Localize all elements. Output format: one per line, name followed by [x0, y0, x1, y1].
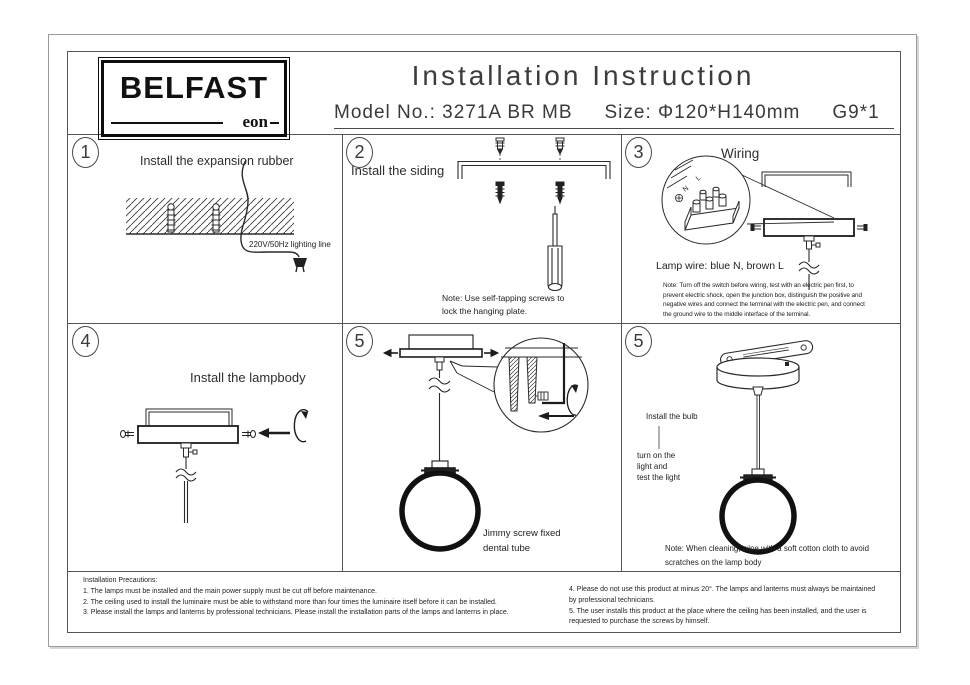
screw-top-left	[496, 138, 505, 162]
plate-outline	[146, 409, 232, 426]
panel-5-jimmy-screw	[342, 323, 621, 571]
ground-symbol	[675, 194, 682, 201]
panel-4-lampbody	[68, 323, 342, 571]
step-number-1: 1	[72, 137, 99, 168]
model-number: Model No.: 3271A BR MB	[334, 102, 573, 123]
side-screw-left	[121, 431, 135, 438]
document-title: Installation Instruction	[411, 60, 755, 91]
cord-grip	[753, 387, 763, 395]
screw-top-right	[556, 138, 565, 162]
terminal-label-l: L	[694, 174, 703, 183]
step-4-caption: Install the lampbody	[190, 370, 306, 385]
precautions-left-column: Installation Precautions: 1. The lamps must be installed and the main power supply must be cut off before maintenance. 2. The ceiling used to install the luminaire must be able to withstand more than four times the luminaire itself before it can be installed. 3. Please install the lamps and lanterns by professional technicians. Please install the installation parts of the lamps and lanterns in place.	[83, 577, 509, 617]
lamp-wire-label: Lamp wire: blue N, brown L	[656, 260, 784, 272]
canopy	[400, 335, 482, 357]
wiring-title: Wiring	[721, 146, 760, 161]
expansion-anchor-left	[167, 204, 176, 232]
cord-grip	[181, 443, 197, 457]
canopy-plate	[751, 219, 867, 236]
terminal-label-n: N	[681, 184, 691, 194]
cleaning-note: Note: When cleaning, wipe with a soft cotton cloth to avoid scratches on the lamp body	[665, 544, 869, 567]
step-2-note: Note: Use self-tapping screws to lock the hanging plate.	[442, 293, 565, 316]
brand-name: BELFAST	[119, 70, 269, 105]
pendant-assembly-diagram	[342, 323, 621, 571]
glass-globe	[402, 473, 478, 549]
panel-2-siding	[342, 134, 621, 323]
jimmy-screw-label: Jimmy screw fixed dental tube	[483, 528, 561, 554]
panel-1-expansion-rubber	[68, 134, 342, 323]
step-number-4: 4	[72, 326, 99, 357]
canopy-screw-right	[857, 225, 867, 231]
lighting-line-label: 220V/50Hz lighting line	[249, 240, 331, 249]
step-number-3: 3	[625, 137, 652, 168]
step-number-2: 2	[346, 137, 373, 168]
wiring-note: Note: Turn off the switch before wiring, test with an electric pen first, to prevent electric shock, open the junction box, distinguish the positive and negative wires and connect the terminal with the electric pen, and connect the ground wire to the middle interface of the terminal.	[663, 282, 865, 318]
screw-bottom-left	[496, 182, 505, 203]
pendant-wire	[176, 457, 196, 523]
size-spec: Size: Φ120*H140mm	[604, 102, 801, 123]
brand-subname: eon	[242, 112, 268, 131]
side-screw-right	[242, 431, 256, 438]
lamp-spec: G9*1	[832, 102, 880, 123]
plug-icon	[293, 258, 307, 272]
header	[68, 52, 900, 134]
panel-3-wiring	[621, 134, 900, 323]
logo-underline	[111, 122, 223, 124]
step-1-caption: Install the expansion rubber	[140, 154, 294, 168]
step-number-5b: 5	[625, 326, 652, 357]
cord-grip	[435, 357, 444, 370]
hanging-plate-outline	[762, 172, 851, 187]
logo-underline-end	[270, 122, 279, 124]
step-2-caption: Install the siding	[351, 163, 445, 178]
cord-grip	[804, 236, 820, 249]
tighten-arrow	[258, 410, 308, 442]
model-line	[334, 102, 894, 129]
pendant-wire	[757, 395, 760, 471]
screw-bottom-right	[556, 182, 565, 203]
ceiling-cross-section	[126, 198, 294, 234]
screwdriver-icon	[548, 206, 562, 291]
step-number-5a: 5	[346, 326, 373, 357]
ceiling-canopy	[717, 358, 799, 389]
expansion-anchor-right	[212, 204, 221, 232]
test-light-label: turn on the light and test the light	[637, 451, 681, 482]
brand-logo	[101, 60, 287, 137]
hanging-plate	[458, 162, 610, 180]
panel-6-finish	[621, 323, 900, 571]
lampbody-diagram	[68, 323, 342, 571]
canopy-body	[138, 426, 238, 443]
precautions-title: Installation Precautions:	[83, 577, 158, 584]
canopy-screw-left	[751, 225, 761, 231]
content-frame	[67, 51, 901, 633]
finished-lamp-diagram	[621, 323, 900, 571]
wire-break	[429, 370, 450, 461]
precautions-right-column: 4. Please do not use this product at minus 20°. The lamps and lanterns must always be maintained by professional technicians. 5. The user installs this product at the place where the ceiling has been installed, and the user is requested to purchase the screws by himself.	[569, 586, 876, 626]
install-bulb-label: Install the bulb	[646, 412, 698, 421]
precautions-section	[68, 571, 900, 632]
